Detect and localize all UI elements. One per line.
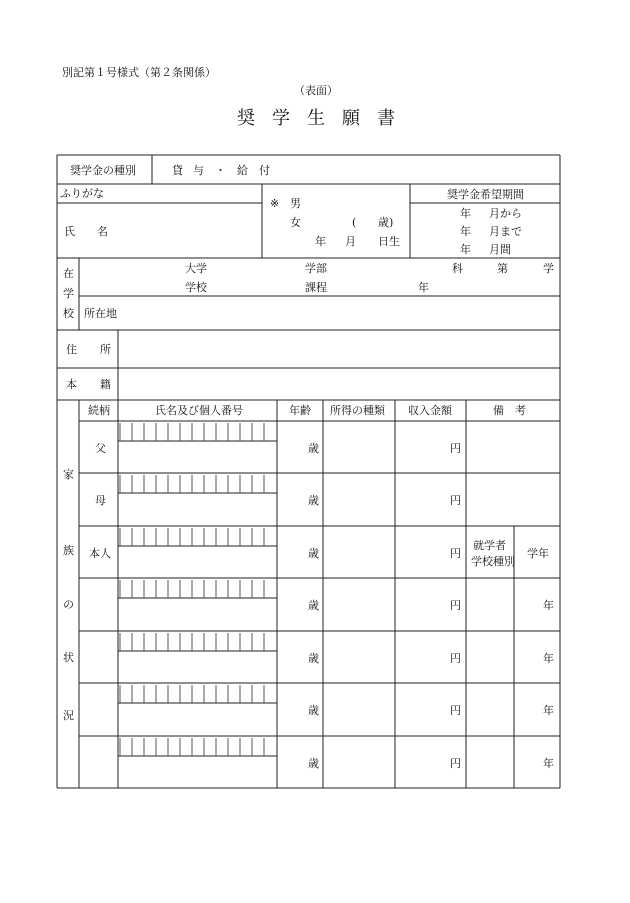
- age-unit: 歳: [308, 704, 319, 717]
- grade-unit: 年: [543, 704, 554, 717]
- family-label: 況: [63, 709, 74, 722]
- grade-unit: 年: [543, 757, 554, 770]
- age-unit: 歳: [308, 599, 319, 612]
- school-grade-label: 学年: [527, 547, 549, 560]
- school-address-label: 所在地: [84, 307, 117, 320]
- age-unit: 歳): [378, 216, 394, 229]
- yen-unit: 円: [450, 652, 461, 665]
- period-year: 年: [460, 207, 471, 220]
- family-label: 族: [63, 544, 74, 557]
- yen-unit: 円: [450, 599, 461, 612]
- gakko-text: 学校: [185, 281, 207, 294]
- katei-text: 課程: [305, 281, 327, 294]
- age-unit: 歳: [308, 547, 319, 560]
- yen-unit: 円: [450, 704, 461, 717]
- yen-unit: 円: [450, 757, 461, 770]
- family-label: 家: [63, 468, 74, 481]
- header-income: 収入金額: [408, 404, 452, 417]
- honseki-label: 本: [66, 378, 77, 391]
- family-label: の: [63, 598, 74, 611]
- scholarship-type-label: 奨学金の種別: [70, 164, 136, 177]
- period-from: 月から: [489, 207, 522, 220]
- address-label: 所: [100, 343, 111, 356]
- age-unit: 歳: [308, 652, 319, 665]
- header-income-type: 所得の種類: [330, 404, 385, 417]
- name-label: 氏: [64, 225, 75, 238]
- daigaku-text: 大学: [185, 262, 207, 275]
- period-header: 奨学金希望期間: [447, 188, 524, 201]
- gender-male: 男: [290, 197, 301, 210]
- birth-day: 日生: [378, 235, 400, 248]
- ka-text: 科: [452, 262, 463, 275]
- age-unit: 歳: [308, 757, 319, 770]
- title-char: 奨: [237, 108, 255, 129]
- form-number: 別記第１号様式（第２条関係）: [62, 66, 216, 79]
- school-label: 在: [63, 267, 74, 280]
- school-label: 校: [63, 307, 74, 320]
- grade-unit: 年: [543, 599, 554, 612]
- title-char: 学: [272, 108, 290, 129]
- address-label: 住: [66, 343, 77, 356]
- gakubu-text: 学部: [305, 262, 327, 275]
- birth-year: 年: [315, 235, 326, 248]
- grade-unit: 年: [543, 652, 554, 665]
- header-name-id: 氏名及び個人番号: [155, 404, 243, 417]
- header-age: 年齢: [289, 404, 311, 417]
- title-char: 願: [342, 108, 360, 129]
- yen-unit: 円: [450, 442, 461, 455]
- relation-label: 父: [95, 442, 106, 455]
- school-type-label: 学校種別: [471, 555, 515, 568]
- period-year: 年: [460, 243, 471, 256]
- student-type-label: 就学者: [473, 539, 506, 552]
- family-label: 状: [63, 651, 74, 664]
- grade-text: 学: [543, 262, 554, 275]
- title-char: 書: [377, 108, 395, 129]
- birth-month: 月: [345, 235, 356, 248]
- header-notes: 備 考: [493, 404, 526, 417]
- dai-text: 第: [497, 262, 508, 275]
- period-months: 月間: [489, 243, 511, 256]
- period-year: 年: [460, 225, 471, 238]
- title-char: 生: [307, 108, 325, 129]
- option-char: ・: [215, 164, 226, 177]
- age-unit: 歳: [308, 442, 319, 455]
- honseki-label: 籍: [100, 378, 111, 391]
- option-char: 貸: [172, 164, 183, 177]
- relation-label: 本人: [89, 547, 111, 560]
- side-label: （表面）: [294, 84, 338, 97]
- age-open: (: [352, 216, 357, 229]
- yen-unit: 円: [450, 494, 461, 507]
- option-char: 与: [193, 164, 204, 177]
- furigana-label: ふりがな: [60, 187, 104, 200]
- option-char: 付: [259, 164, 270, 177]
- period-to: 月まで: [489, 225, 522, 238]
- note-mark: ※: [270, 197, 280, 210]
- option-char: 給: [237, 164, 248, 177]
- gender-female: 女: [290, 216, 301, 229]
- nen-text: 年: [418, 281, 429, 294]
- name-label: 名: [97, 225, 108, 238]
- school-label: 学: [63, 287, 74, 300]
- relation-label: 母: [95, 494, 106, 507]
- header-relation: 続柄: [88, 404, 110, 417]
- yen-unit: 円: [450, 547, 461, 560]
- age-unit: 歳: [308, 494, 319, 507]
